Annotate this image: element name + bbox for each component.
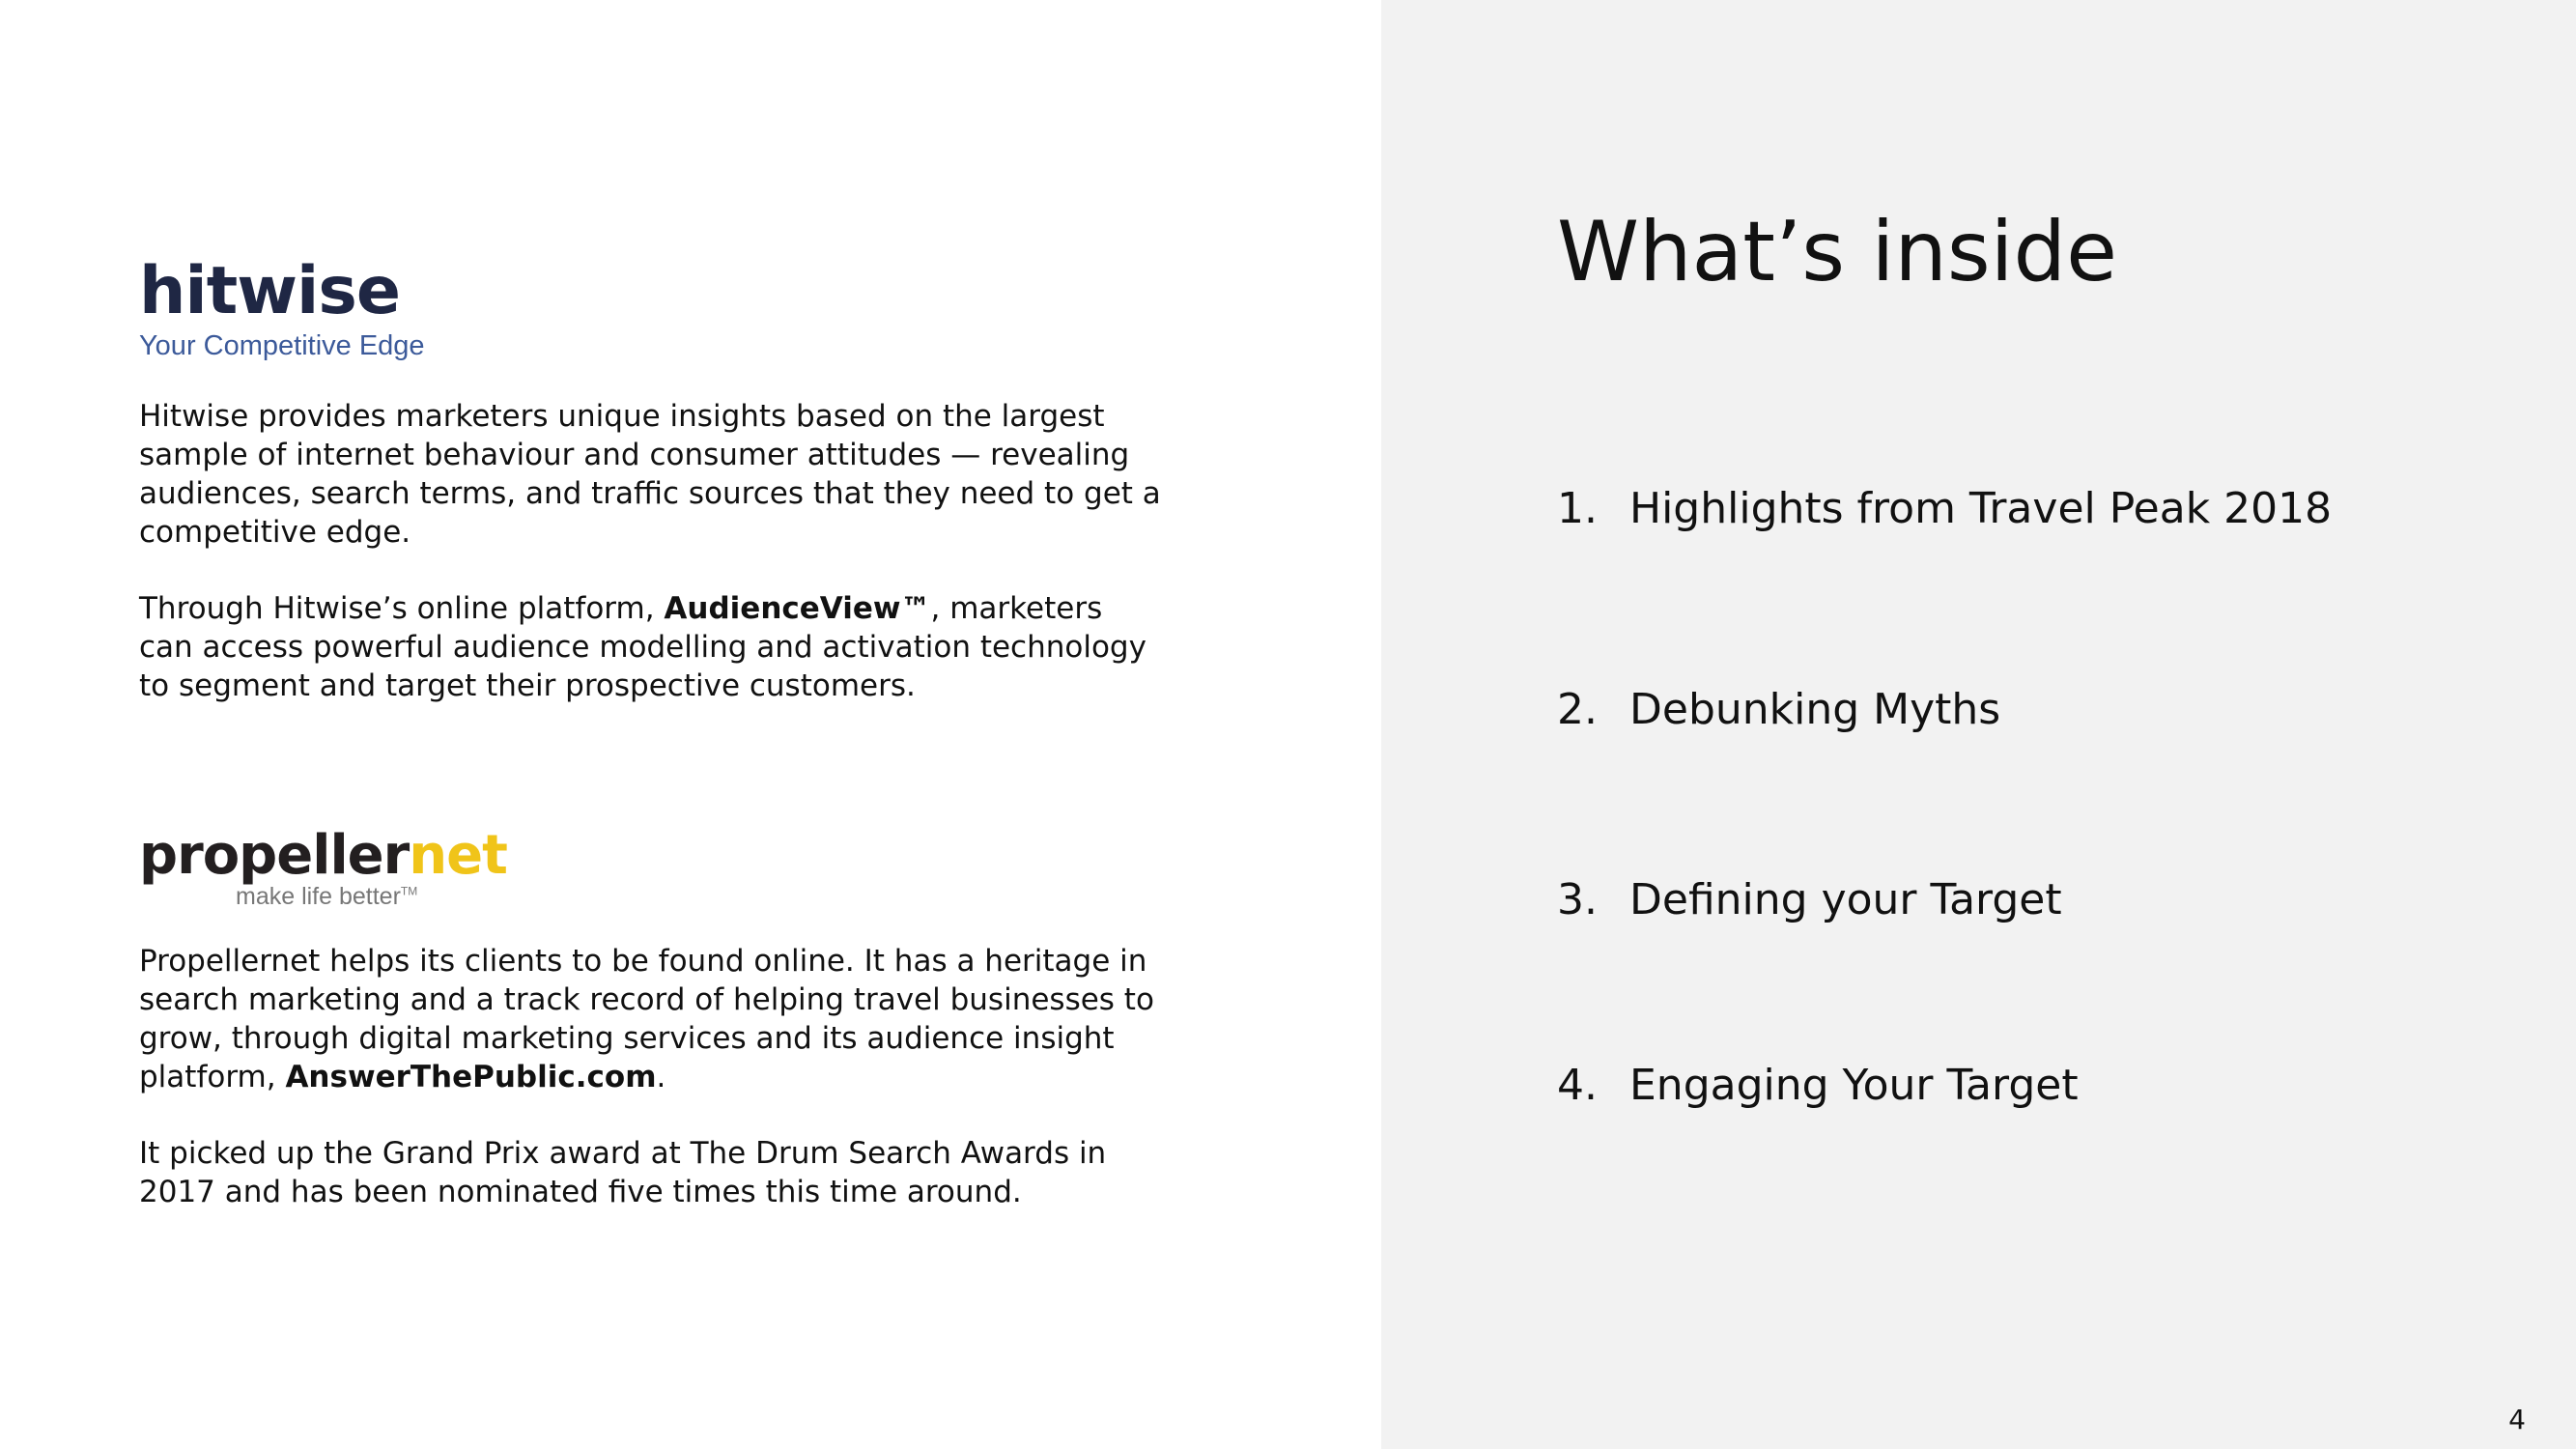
contents-item-number: 2. bbox=[1557, 685, 1598, 734]
trademark-mark: TM bbox=[400, 884, 418, 898]
contents-item-4 bbox=[1557, 1061, 2079, 1110]
propellernet-logo-word bbox=[139, 824, 507, 887]
contents-item-label: Debunking Myths bbox=[1629, 685, 2001, 734]
hitwise-logo-word: hitwise bbox=[139, 253, 400, 329]
propellernet-tagline-text: make life better bbox=[236, 883, 401, 910]
contents-item-1 bbox=[1557, 484, 2333, 533]
propellernet-logo-word-main: propeller bbox=[139, 824, 410, 887]
hitwise-logo bbox=[139, 253, 425, 361]
contents-item-label: Defining your Target bbox=[1629, 875, 2062, 924]
contents-title: What’s inside bbox=[1557, 204, 2118, 300]
hitwise-platform-text-post: , marketers can access powerful audience modelling and activation technology to segment and target their prospective customers. bbox=[139, 591, 1146, 703]
contents-item-number: 1. bbox=[1557, 484, 1598, 533]
contents-item-2 bbox=[1557, 685, 2001, 734]
propellernet-text-post: . bbox=[656, 1060, 666, 1094]
audienceview-name: AudienceView™ bbox=[664, 591, 931, 626]
propellernet-text-pre: Propellernet helps its clients to be found online. It has a heritage in search marketing and a track record of helping travel businesses to grow, through digital marketing services and its audience insight platform, bbox=[139, 944, 1154, 1094]
page-number: 4 bbox=[2508, 1404, 2526, 1435]
propellernet-logo-tagline bbox=[236, 885, 507, 909]
propellernet-description bbox=[139, 942, 1163, 1096]
hitwise-logo-tagline: Your Competitive Edge bbox=[139, 330, 425, 361]
contents-item-3 bbox=[1557, 875, 2062, 924]
contents-item-label: Engaging Your Target bbox=[1629, 1061, 2079, 1110]
hitwise-platform-description bbox=[139, 589, 1163, 705]
answerthepublic-name: AnswerThePublic.com bbox=[285, 1060, 657, 1094]
contents-item-number: 3. bbox=[1557, 875, 1598, 924]
hitwise-description: Hitwise provides marketers unique insights based on the largest sample of internet behaviour and consumer attitudes — revealing audiences, search terms, and traffic sources that they need to get a competitive edge. bbox=[139, 399, 1161, 550]
propellernet-logo-word-accent: net bbox=[409, 824, 507, 887]
hitwise-platform-text-pre: Through Hitwise’s online platform, bbox=[139, 591, 665, 626]
contents-item-number: 4. bbox=[1557, 1061, 1598, 1110]
propellernet-logo bbox=[139, 824, 507, 910]
contents-item-label: Highlights from Travel Peak 2018 bbox=[1629, 484, 2333, 533]
propellernet-award-text: It picked up the Grand Prix award at The Drum Search Awards in 2017 and has been nominated five times this time around. bbox=[139, 1136, 1107, 1209]
